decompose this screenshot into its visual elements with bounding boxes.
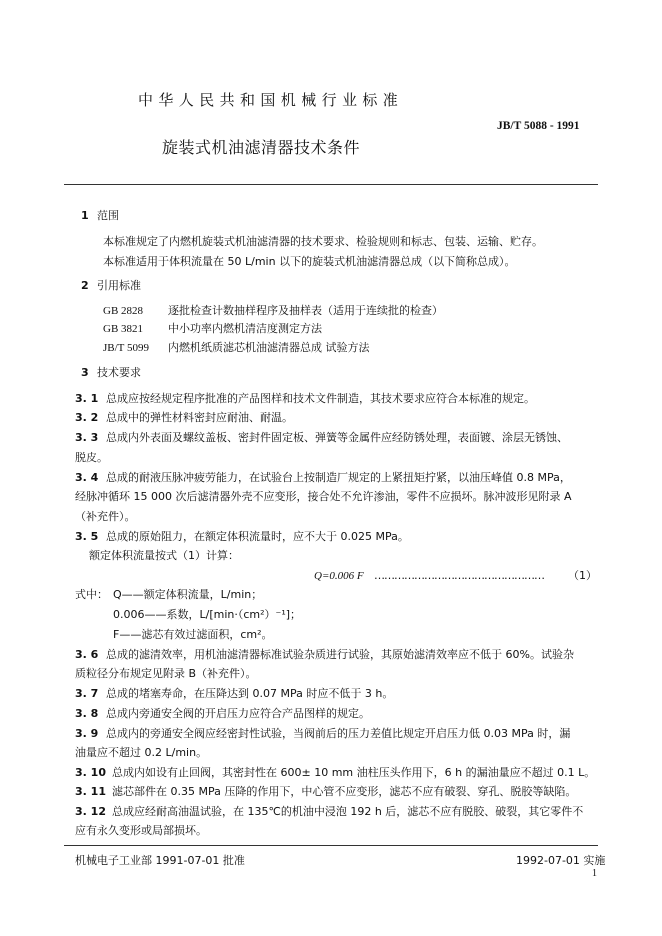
clause-text: 经脉冲循环 15 000 次后滤清器外壳不应变形，接合处不允许渗油，零件不应损坏。脉冲波形见附录 A xyxy=(75,490,572,503)
clause-text: 总成应经耐高油温试验，在 135℃的机油中浸泡 192 h 后，滤芯不应有脱胶、破裂，其它零件不 xyxy=(112,805,584,818)
clause-number: 3. 3 xyxy=(75,431,99,444)
clause-number: 3. 6 xyxy=(75,648,99,661)
clause-text: 总成的耐液压脉冲疲劳能力，在试验台上按制造厂规定的上紧扭矩拧紧，以油压峰值 0.8 MPa， xyxy=(106,471,571,484)
section-2-number: 2 xyxy=(81,279,89,292)
clause-text: 总成内外表面及螺纹盖板、密封件固定板、弹簧等金属件应经防锈处理，表面镀、涂层无锈蚀、 xyxy=(106,431,568,444)
approval-line: 机械电子工业部 1991-07-01 批准 xyxy=(75,854,245,867)
section-1-paragraph: 本标准适用于体积流量在 50 L/min 以下的旋装式机油滤清器总成（以下简称总成）。 xyxy=(103,255,516,268)
section-3-number: 3 xyxy=(81,366,89,379)
clause-number: 3. 4 xyxy=(75,471,99,484)
variable-definition: F——滤芯有效过滤面积，cm²。 xyxy=(113,628,273,641)
clause-text: 总成应按经规定程序批准的产品图样和技术文件制造，其技术要求应符合本标准的规定。 xyxy=(106,392,535,405)
section-1-paragraph: 本标准规定了内燃机旋装式机油滤清器的技术要求、检验规则和标志、包装、运输、贮存。 xyxy=(103,235,543,248)
section-3-title: 技术要求 xyxy=(97,366,141,379)
clause-number: 3. 11 xyxy=(75,785,106,798)
clause-text: 油量应不超过 0.2 L/min。 xyxy=(75,746,208,759)
section-1-number: 1 xyxy=(81,209,89,222)
section-1-title: 范围 xyxy=(97,209,119,222)
formula: Q=0.006 F xyxy=(314,570,364,582)
formula-leader-dots: …………………………………………… xyxy=(374,569,544,582)
document-title: 旋装式机油滤清器技术条件 xyxy=(162,138,361,157)
clause-text: 总成的堵塞寿命，在压降达到 0.07 MPa 时应不低于 3 h。 xyxy=(106,687,394,700)
clause-number: 3. 10 xyxy=(75,766,106,779)
equation-number: （1） xyxy=(568,569,597,582)
variable-definition: 0.006——系数，L/[min·（cm²）⁻¹]； xyxy=(113,608,302,621)
clause-text: 应有永久变形或局部损坏。 xyxy=(75,824,207,837)
variable-definition: Q——额定体积流量，L/min； xyxy=(113,588,263,601)
header-divider xyxy=(64,184,598,185)
clause-text: 总成内的旁通安全阀应经密封性试验，当阀前后的压力差值比规定开启压力低 0.03 MPa 时，漏 xyxy=(106,727,571,740)
clause-text: （补充件）。 xyxy=(75,510,136,523)
page-number: 1 xyxy=(592,868,597,879)
reference-name: 逐批检查计数抽样程序及抽样表（适用于连续批的检查） xyxy=(168,304,443,317)
implementation-date: 1992-07-01 实施 xyxy=(516,854,606,867)
clause-number: 3. 1 xyxy=(75,392,99,405)
clause-number: 3. 2 xyxy=(75,411,99,424)
clause-number: 3. 9 xyxy=(75,727,99,740)
clause-text: 总成的原始阻力，在额定体积流量时，应不大于 0.025 MPa。 xyxy=(106,530,409,543)
where-label: 式中： xyxy=(75,588,108,601)
reference-name: 中小功率内燃机清洁度测定方法 xyxy=(168,322,322,335)
clause-number: 3. 12 xyxy=(75,805,106,818)
reference-code: GB 2828 xyxy=(103,305,144,317)
clause-text: 脱皮。 xyxy=(75,451,108,464)
clause-number: 3. 5 xyxy=(75,530,99,543)
clause-number: 3. 8 xyxy=(75,707,99,720)
section-2-title: 引用标准 xyxy=(97,279,141,292)
footer-divider xyxy=(64,845,598,846)
standard-org-title: 中华人民共和国机械行业标准 xyxy=(138,91,404,109)
clause-text: 总成内如设有止回阀，其密封性在 600± 10 mm 油柱压头作用下，6 h 的漏油量应不超过 0.1 L。 xyxy=(112,766,596,779)
reference-code: GB 3821 xyxy=(103,323,144,335)
clause-text: 总成内旁通安全阀的开启压力应符合产品图样的规定。 xyxy=(106,707,370,720)
clause-text: 滤芯部件在 0.35 MPa 压降的作用下，中心管不应变形，滤芯不应有破裂、穿孔、脱胶等缺陷。 xyxy=(112,785,577,798)
formula-intro: 额定体积流量按式（1）计算： xyxy=(89,549,239,562)
clause-number: 3. 7 xyxy=(75,687,99,700)
clause-text: 质粒径分布规定见附录 B（补充件）。 xyxy=(75,667,257,680)
clause-text: 总成的滤清效率，用机油滤清器标准试验杂质进行试验，其原始滤清效率应不低于 60%。试验杂 xyxy=(106,648,574,661)
reference-code: JB/T 5099 xyxy=(103,342,149,354)
standard-code: JB/T 5088 - 1991 xyxy=(497,120,580,132)
clause-text: 总成中的弹性材料密封应耐油、耐温。 xyxy=(106,411,293,424)
reference-name: 内燃机纸质滤芯机油滤清器总成 试验方法 xyxy=(168,341,370,354)
